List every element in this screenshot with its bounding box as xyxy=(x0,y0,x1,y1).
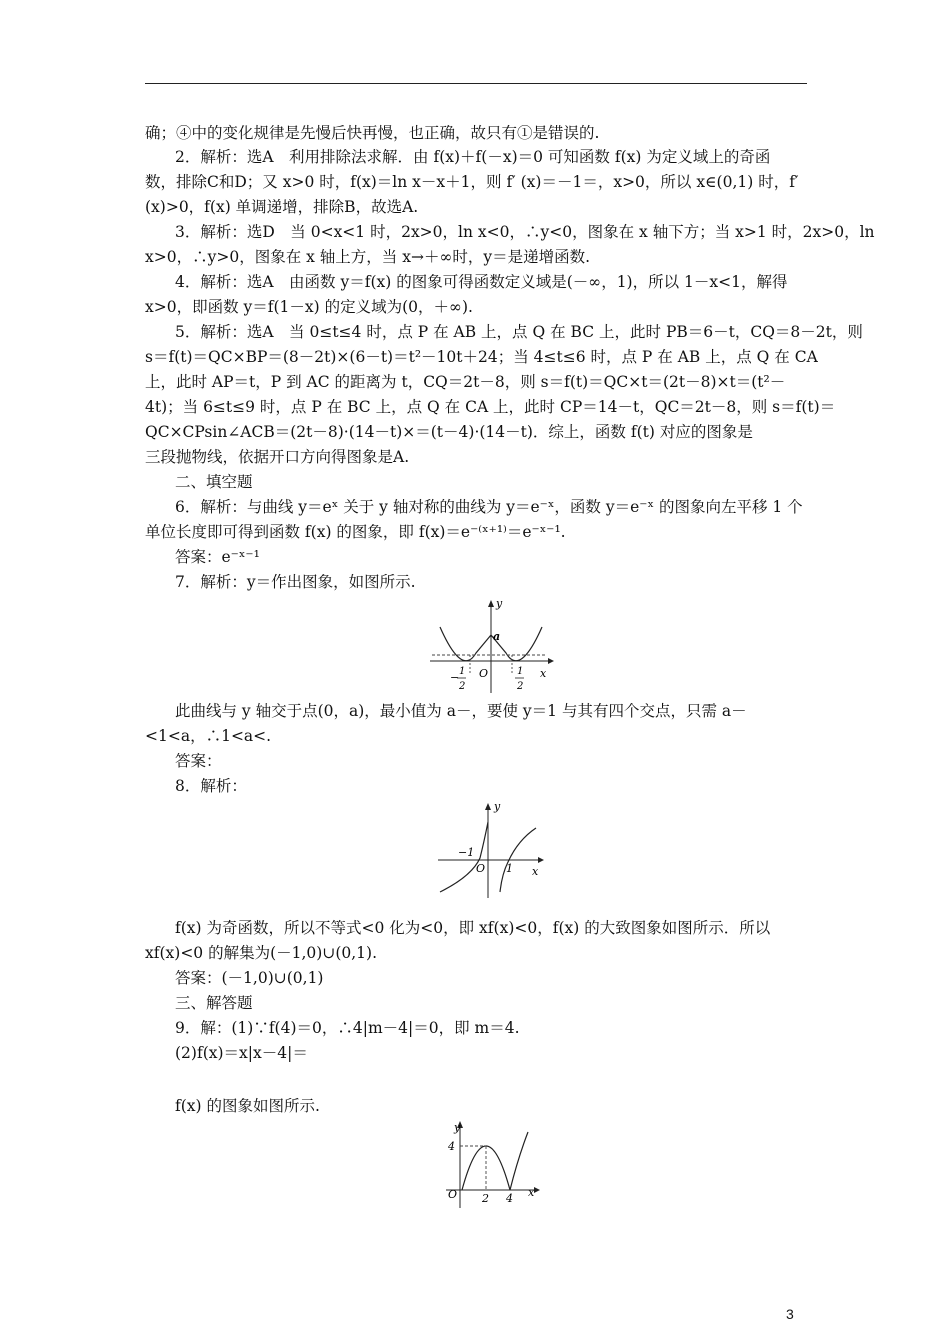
text-line: (x)>0，f(x) 单调递增，排除B，故选A. xyxy=(145,198,419,216)
a-label: a xyxy=(493,630,501,643)
tick-label-x-two: 2 xyxy=(482,1192,489,1205)
text-line: s＝f(t)＝QC×BP＝(8－2t)×(6－t)＝t²－10t＋24；当 4≤t≤6 时，点 P 在 AB 上，点 Q 在 CA xyxy=(145,348,818,366)
header-rule xyxy=(145,83,807,84)
y-axis-label: y xyxy=(454,1121,461,1134)
tick-label-x-four: 4 xyxy=(506,1192,513,1205)
text-line: 数，排除C和D；又 x>0 时，f(x)＝ln x－x＋1，则 f′ (x)＝－1＝，x>0，所以 x∈(0,1) 时，f′ xyxy=(145,173,799,191)
text-line: 单位长度即可得到函数 f(x) 的图象，即 f(x)＝e⁻⁽ˣ⁺¹⁾＝e⁻ˣ⁻¹. xyxy=(145,523,566,541)
figure-1-svg xyxy=(428,597,558,695)
figure-3-graph xyxy=(438,1118,548,1210)
answer-line: 答案：e⁻ˣ⁻¹ xyxy=(175,548,260,566)
text-line: 上，此时 AP＝t，P 到 AC 的距离为 t，CQ＝2t－8，则 s＝f(t)＝QC×t＝(2t－8)×t＝(t²－ xyxy=(145,373,786,391)
tick-label: 2 xyxy=(459,681,466,692)
tick-label: 2 xyxy=(517,681,524,692)
text-line: f(x) 为奇函数，所以不等式<0 化为<0，即 xf(x)<0，f(x) 的大致图象如图所示．所以 xyxy=(175,919,771,937)
text-line: x>0，∴y>0，图象在 x 轴上方，当 x→＋∞时，y＝是递增函数. xyxy=(145,248,591,266)
figure-2-svg xyxy=(428,800,548,900)
tick-label-neg-one: −1 xyxy=(458,846,475,859)
tick-label: 1 xyxy=(517,666,524,677)
text-line: 9．解：(1)∵f(4)＝0，∴4|m－4|＝0，即 m＝4. xyxy=(175,1019,520,1037)
section-heading: 三、解答题 xyxy=(175,994,253,1012)
tick-label-y-four: 4 xyxy=(448,1140,455,1153)
figure-3-svg xyxy=(438,1118,548,1210)
x-axis-label: x xyxy=(528,1186,535,1199)
text-line: 3．解析：选D 当 0<x<1 时，2x>0，ln x<0，∴y<0，图象在 x 轴下方；当 x>1 时，2x>0，ln xyxy=(175,223,875,241)
text-line: 此曲线与 y 轴交于点(0，a)，最小值为 a－，要使 y＝1 与其有四个交点，只需 a－ xyxy=(175,702,747,720)
tick-label-one: 1 xyxy=(506,862,513,875)
text-line: 4t)；当 6≤t≤9 时，点 P 在 BC 上，点 Q 在 CA 上，此时 CP＝14－t，QC＝2t－8，则 s＝f(t)＝ xyxy=(145,398,836,416)
y-axis-label: y xyxy=(496,597,503,610)
y-axis-label: y xyxy=(494,800,501,813)
x-axis-label: x xyxy=(532,865,539,878)
text-line: QC×CPsin∠ACB＝(2t－8)·(14－t)×＝(t－4)·(14－t)．综上，函数 f(t) 对应的图象是 xyxy=(145,423,753,441)
text-line: 2．解析：选A 利用排除法求解．由 f(x)＋f(－x)＝0 可知函数 f(x) 为定义域上的奇函 xyxy=(175,148,771,166)
x-axis-label: x xyxy=(540,667,547,680)
text-line: (2)f(x)＝x|x－4|＝ xyxy=(175,1044,308,1062)
tick-label: 1 xyxy=(459,666,466,677)
text-line: 5．解析：选A 当 0≤t≤4 时，点 P 在 AB 上，点 Q 在 BC 上，此时 PB＝6－t，CQ＝8－2t，则 xyxy=(175,323,863,341)
figure-2-graph xyxy=(428,800,548,900)
text-line: 确；④中的变化规律是先慢后快再慢，也正确，故只有①是错误的. xyxy=(145,124,600,142)
text-line: x>0，即函数 y＝f(1－x) 的定义域为(0，＋∞). xyxy=(145,298,473,316)
section-heading: 二、填空题 xyxy=(175,473,253,491)
origin-label: O xyxy=(448,1188,458,1201)
text-line: 三段抛物线，依据开口方向得图象是A. xyxy=(145,448,410,466)
origin-label: O xyxy=(479,667,489,680)
origin-label: O xyxy=(476,862,486,875)
answer-line: 答案：(－1,0)∪(0,1) xyxy=(175,969,324,987)
text-line: 4．解析：选A 由函数 y＝f(x) 的图象可得函数定义域是(－∞，1)，所以 1－x<1，解得 xyxy=(175,273,788,291)
answer-line: 答案： xyxy=(175,752,222,770)
text-line: 6．解析：与曲线 y＝eˣ 关于 y 轴对称的曲线为 y＝e⁻ˣ，函数 y＝e⁻ˣ 的图象向左平移 1 个 xyxy=(175,498,803,516)
figure-1-graph xyxy=(428,597,558,695)
text-line: <1<a，∴1<a<. xyxy=(145,727,272,745)
page-number: 3 xyxy=(786,1306,794,1322)
text-line: xf(x)<0 的解集为(－1,0)∪(0,1). xyxy=(145,944,377,962)
text-line: 7．解析：y＝作出图象，如图所示. xyxy=(175,573,416,591)
text-line: 8．解析： xyxy=(175,777,247,795)
minus-sign: − xyxy=(450,671,460,684)
text-line: f(x) 的图象如图所示. xyxy=(175,1097,320,1115)
